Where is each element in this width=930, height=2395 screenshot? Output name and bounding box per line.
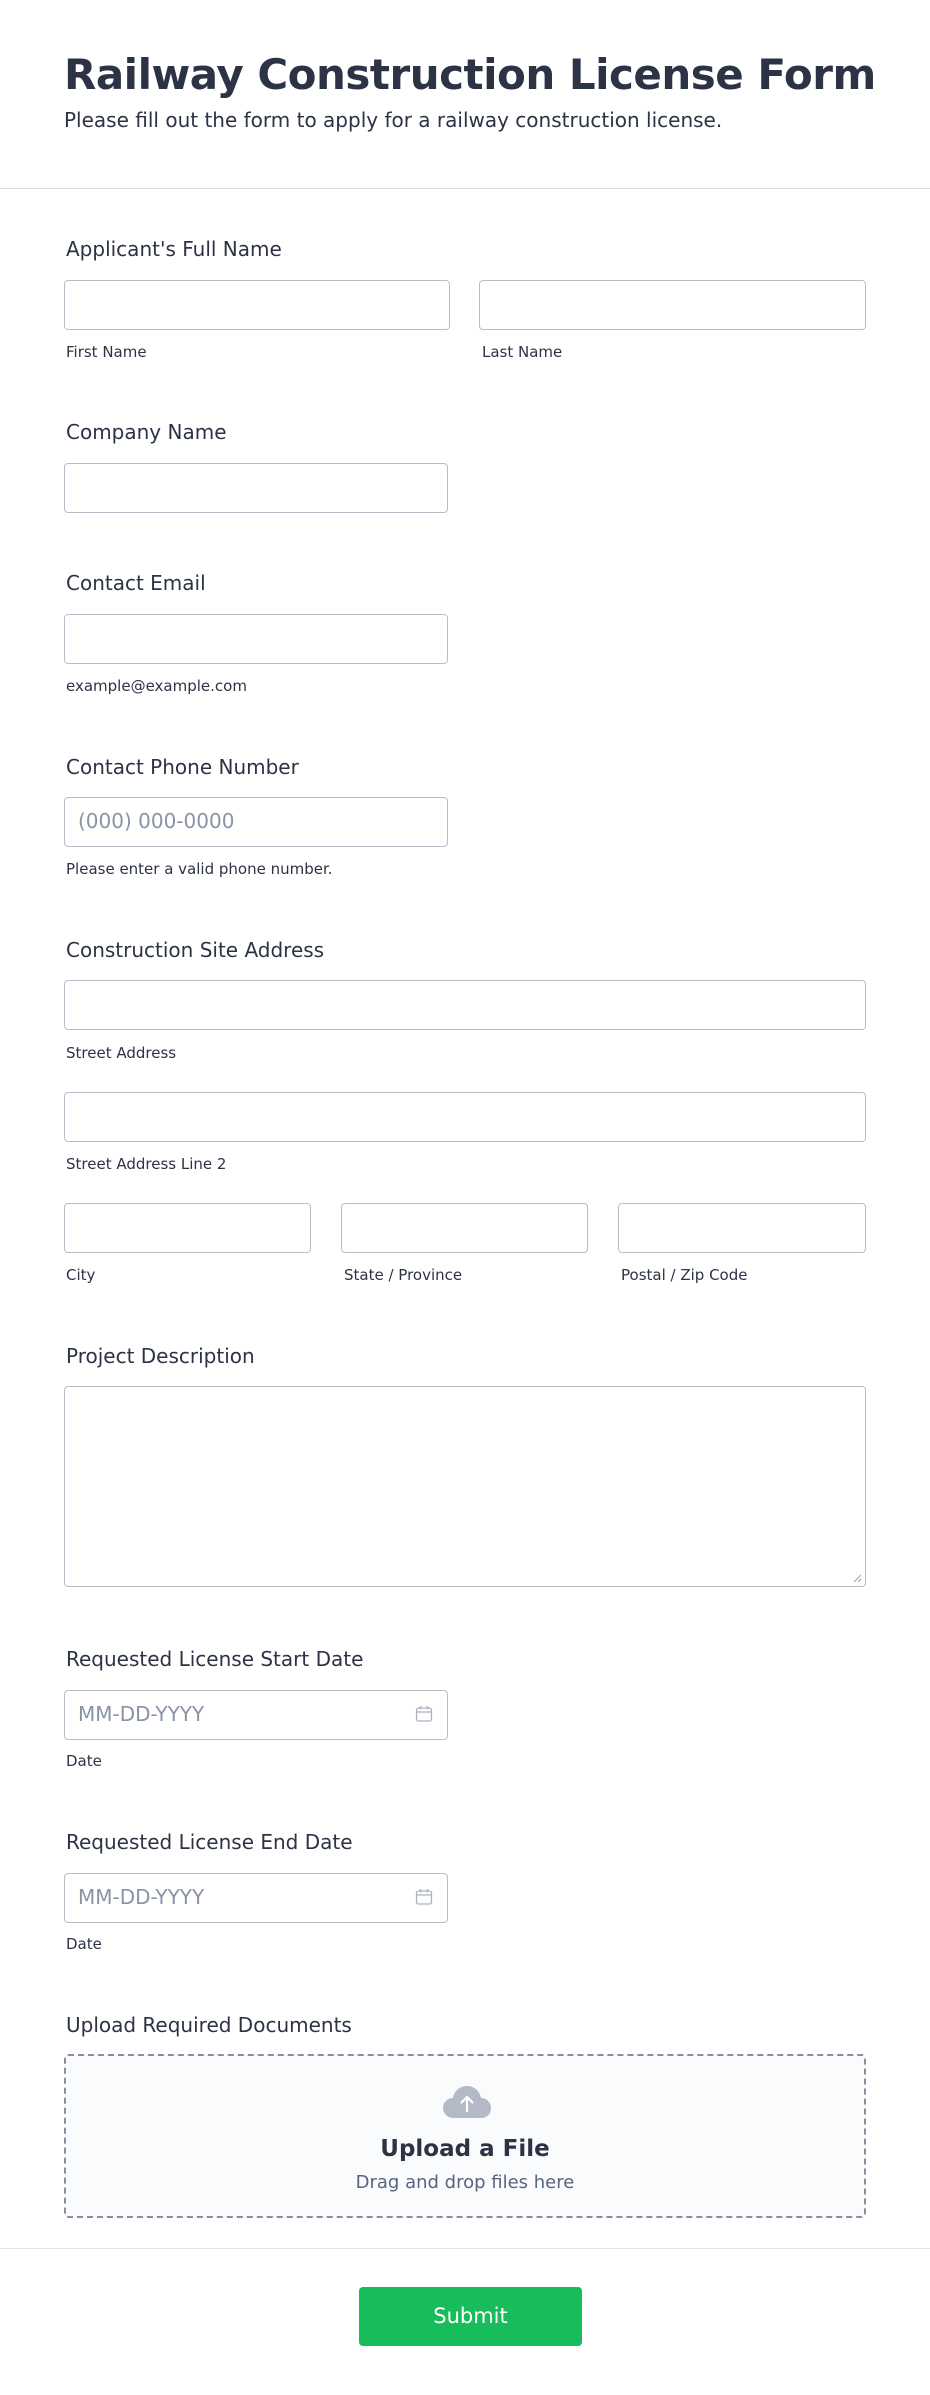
city-input[interactable] — [64, 1203, 311, 1253]
email-sublabel: example@example.com — [66, 677, 247, 695]
calendar-icon[interactable] — [415, 1705, 433, 1723]
first-name-sublabel: First Name — [66, 343, 147, 361]
cloud-upload-icon — [442, 2084, 492, 2120]
start-date-placeholder: MM-DD-YYYY — [78, 1702, 205, 1726]
state-sublabel: State / Province — [344, 1266, 463, 1284]
phone-input[interactable] — [64, 797, 448, 847]
zip-input[interactable] — [618, 1203, 866, 1253]
city-sublabel: City — [66, 1266, 96, 1284]
resize-handle-icon[interactable] — [852, 1573, 862, 1583]
form-footer — [0, 2248, 930, 2395]
last-name-input[interactable] — [479, 280, 866, 330]
company-name-input[interactable] — [64, 463, 448, 513]
description-textarea[interactable] — [64, 1386, 866, 1587]
description-label: Project Description — [66, 1344, 255, 1368]
end-date-input[interactable] — [64, 1873, 448, 1923]
email-input[interactable] — [64, 614, 448, 664]
street-address-sublabel: Street Address — [66, 1044, 177, 1062]
end-date-sublabel: Date — [66, 1935, 102, 1953]
phone-label: Contact Phone Number — [66, 755, 299, 779]
page-title: Railway Construction License Form — [64, 50, 876, 99]
calendar-icon[interactable] — [415, 1888, 433, 1906]
end-date-label: Requested License End Date — [66, 1830, 353, 1854]
file-upload-dropzone[interactable] — [64, 2054, 866, 2218]
start-date-label: Requested License Start Date — [66, 1647, 364, 1671]
company-name-label: Company Name — [66, 420, 227, 444]
street-address-input[interactable] — [64, 980, 866, 1030]
start-date-input[interactable] — [64, 1690, 448, 1740]
state-input[interactable] — [341, 1203, 588, 1253]
phone-placeholder: (000) 000-0000 — [78, 809, 235, 833]
upload-subtitle: Drag and drop files here — [355, 2172, 575, 2193]
email-label: Contact Email — [66, 571, 206, 595]
submit-button[interactable]: Submit — [359, 2287, 582, 2346]
first-name-input[interactable] — [64, 280, 450, 330]
phone-sublabel: Please enter a valid phone number. — [66, 860, 333, 878]
last-name-sublabel: Last Name — [482, 343, 563, 361]
form-header — [0, 0, 930, 189]
street-address-line2-input[interactable] — [64, 1092, 866, 1142]
start-date-sublabel: Date — [66, 1752, 102, 1770]
upload-label: Upload Required Documents — [66, 2013, 352, 2037]
address-label: Construction Site Address — [66, 938, 325, 962]
end-date-placeholder: MM-DD-YYYY — [78, 1885, 205, 1909]
street-address-line2-sublabel: Street Address Line 2 — [66, 1155, 227, 1173]
upload-title: Upload a File — [380, 2136, 550, 2162]
zip-sublabel: Postal / Zip Code — [621, 1266, 748, 1284]
full-name-label: Applicant's Full Name — [66, 237, 282, 261]
page-subtitle: Please fill out the form to apply for a railway construction license. — [64, 108, 723, 132]
